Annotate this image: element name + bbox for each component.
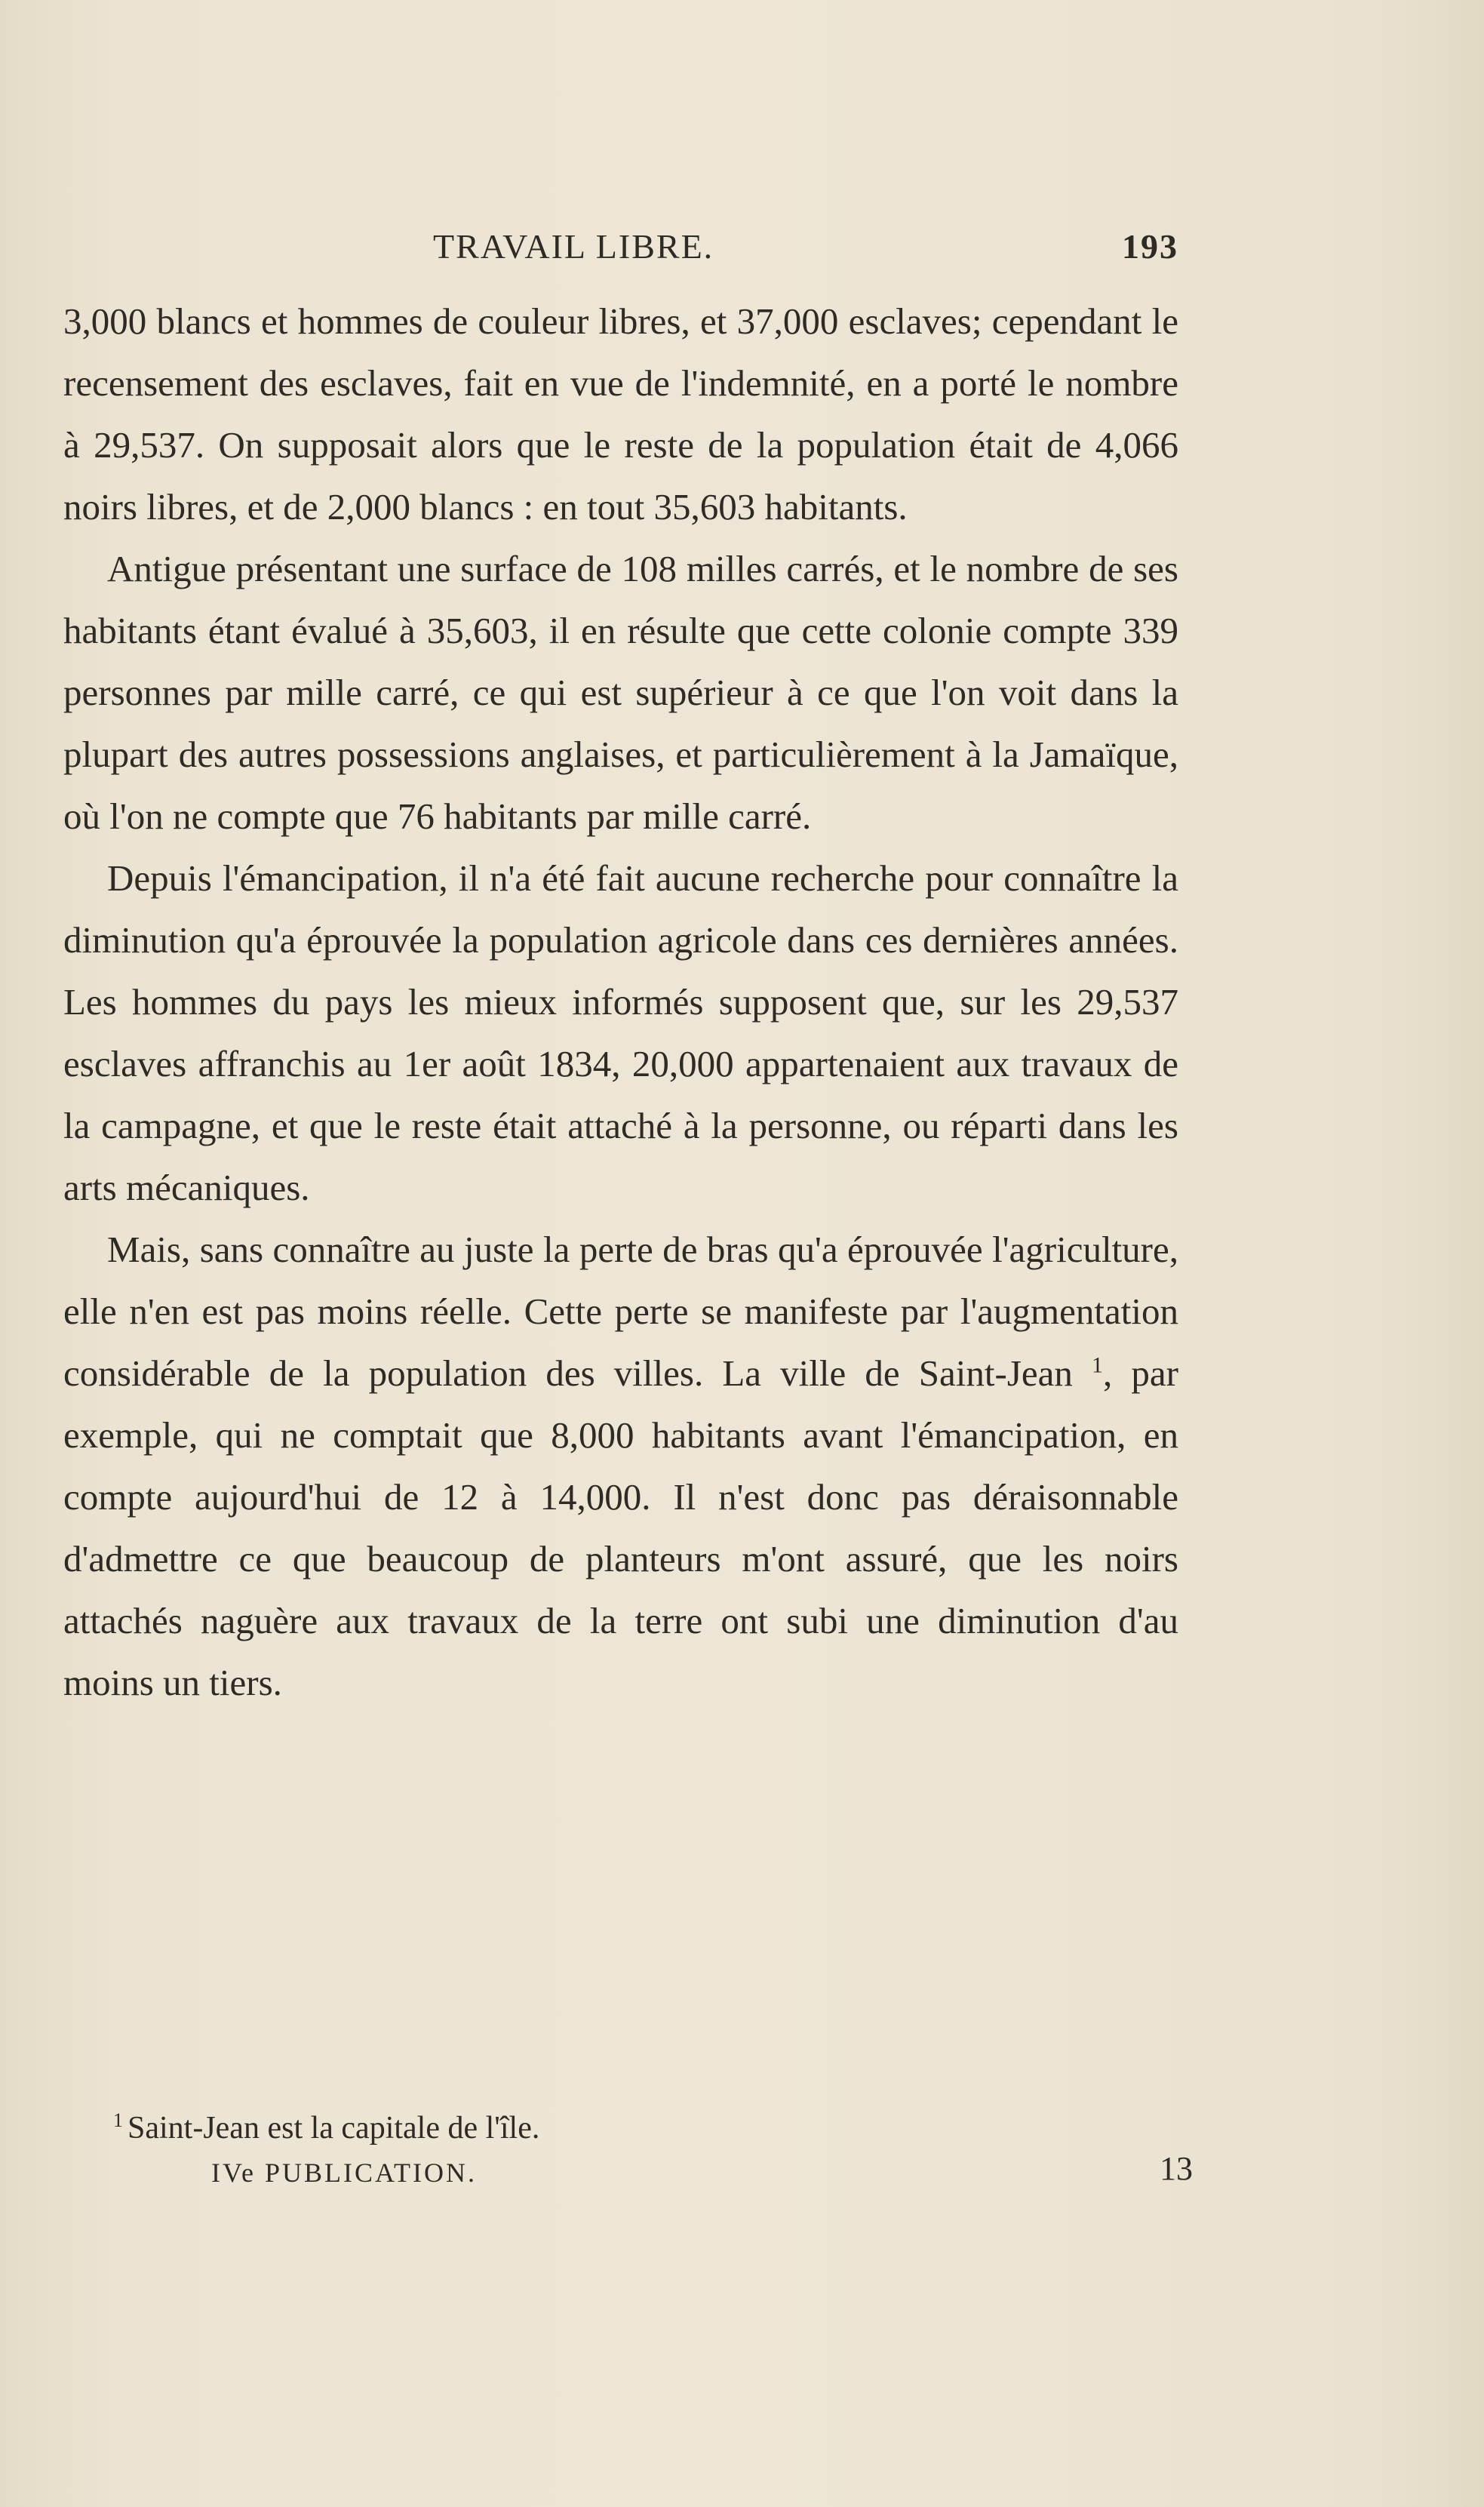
footnote-reference: 1 — [1092, 1352, 1104, 1378]
paragraph-antigue-density: Antigue présentant une surface de 108 milles carrés, et le nombre de ses habitants étant évalué à 35,603, il en résulte que cette colonie compte 339 personnes par mille carré, ce qui est supérieur à ce que l'on voit dans la plupart des autres possessions anglaises, et particulièrement à la Jamaïque, où l'on ne compte que 76 habitants par mille carré. — [63, 548, 1178, 837]
footnote — [113, 2099, 1094, 2149]
paragraph-continuation: 3,000 blancs et hommes de couleur libres, et 37,000 esclaves; cependant le recensement des esclaves, fait en vue de l'indemnité, en a porté le nombre à 29,537. On supposait alors que le reste de la population était de 4,066 noirs libres, et de 2,000 blancs : en tout 35,603 habitants. — [63, 300, 1178, 528]
paragraph-text-after-note: , par exemple, qui ne comptait que 8,000 habitants avant l'émancipation, en compte aujourd'hui de 12 à 14,000. Il n'est donc pas déraisonnable d'admettre ce que beaucoup de planteurs m'ont assuré, que les noirs attachés naguère aux travaux de la terre ont subi une diminution d'au moins un tiers. — [63, 1352, 1178, 1703]
running-head — [63, 226, 1178, 272]
paragraph-text-before-note: Mais, sans connaître au juste la perte de bras qu'a éprouvée l'agriculture, elle n'en est pas moins réelle. Cette perte se manifeste par l'augmentation considérable de la population des villes. La ville de Saint-Jean — [63, 1229, 1178, 1394]
paragraph-labor-loss — [63, 1219, 1178, 1714]
page-number: 193 — [1122, 227, 1178, 266]
paragraph-emancipation: Depuis l'émancipation, il n'a été fait aucune recherche pour connaître la diminution qu'a éprouvée la population agricole dans ces dernières années. Les hommes du pays les mieux informés supposent que, sur les 29,537 esclaves affranchis au 1er août 1834, 20,000 appartenaient aux travaux de la campagne, et que le reste était attaché à la personne, ou réparti dans les arts mécaniques. — [63, 857, 1178, 1208]
signature-number: 13 — [1160, 2150, 1193, 2187]
running-title: TRAVAIL LIBRE. — [433, 227, 714, 266]
printer-signature: IVe PUBLICATION. — [211, 2158, 477, 2188]
footnote-text: Saint-Jean est la capitale de l'île. — [128, 2111, 540, 2146]
body-text — [63, 291, 1178, 1714]
footnote-marker: 1 — [113, 2109, 123, 2131]
